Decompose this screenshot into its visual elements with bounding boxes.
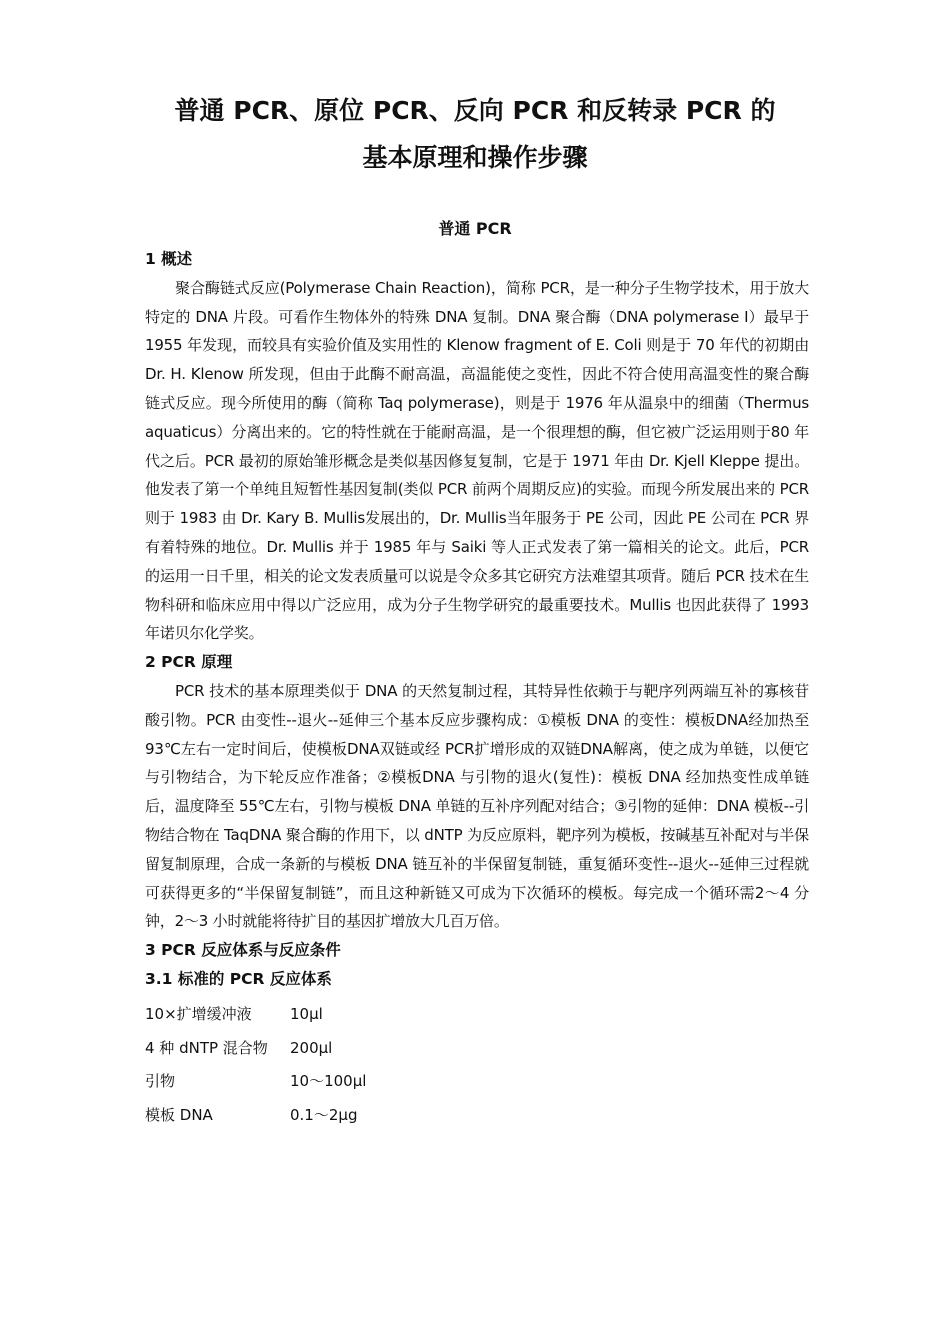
reagent-name: 4 种 dNTP 混合物 [145,1038,268,1057]
heading-principle: 2 PCR 原理 [145,653,233,672]
reagent-row [145,1065,809,1099]
reagent-amount: 200μl [290,1038,333,1057]
section-title: 普通 PCR [438,219,512,238]
reagent-row [145,1098,809,1132]
paragraph-principle: PCR 技术的基本原理类似于 DNA 的天然复制过程，其特异性依赖于与靶序列两端互补的寡核苷酸引物。PCR 由变性--退火--延伸三个基本反应步骤构成：①模板 DNA 的变性：模板DNA经加热至 93℃左右一定时间后，使模板DNA双链或经 PCR扩增形成的双链DNA解离，使之成为单链，以便它与引物结合，为下轮反应作准备；②模板DNA 与引物的退火(复性)：模板 DNA 经加热变性成单链后，温度降至 55℃左右，引物与模板 DNA 单链的互补序列配对结合；③引物的延伸：DNA 模板--引物结合物在 TaqDNA 聚合酶的作用下，以 dNTP 为反应原料，靶序列为模板，按碱基互补配对与半保留复制原理，合成一条新的与模板 DNA 链互补的半保留复制链，重复循环变性--退火--延伸三过程就可获得更多的“半保留复制链”，而且这种新链又可成为下次循环的模板。每完成一个循环需2～4 分钟，2～3 小时就能将待扩目的基因扩增放大几百万倍。 [145,681,809,931]
document-title-line1: 普通 PCR、原位 PCR、反向 PCR 和反转录 PCR 的 [174,96,776,125]
paragraph-overview: 聚合酶链式反应(Polymerase Chain Reaction)，简称 PCR，是一种分子生物学技术，用于放大特定的 DNA 片段。可看作生物体外的特殊 DNA 复制。DNA 聚合酶（DNA polymerase I）最早于 1955 年发现，而较具有实验价值及实用性的 Klenow fragment of E. Coli 则是于 70 年代的初期由 Dr. H. Klenow 所发现，但由于此酶不耐高温，高温能使之变性，因此不符合使用高温变性的聚合酶链式反应。现今所使用的酶（简称 Taq polymerase)，则是于 1976 年从温泉中的细菌（Thermus aquaticus）分离出来的。它的特性就在于能耐高温，是一个很理想的酶，但它被广泛运用则于80 年代之后。PCR 最初的原始雏形概念是类似基因修复复制，它是于 1971 年由 Dr. Kjell Kleppe 提出。他发表了第一个单纯且短暂性基因复制(类似 PCR 前两个周期反应)的实验。而现今所发展出来的 PCR 则于 1983 由 Dr. Kary B. Mullis发展出的，Dr. Mullis当年服务于 PE 公司，因此 PE 公司在 PCR 界有着特殊的地位。Dr. Mullis 并于 1985 年与 Saiki 等人正式发表了第一篇相关的论文。此后，PCR 的运用一日千里，相关的论文发表质量可以说是令众多其它研究方法难望其项背。随后 PCR 技术在生物科研和临床应用中得以广泛应用，成为分子生物学研究的最重要技术。Mullis 也因此获得了 1993 年诺贝尔化学奖。 [145,278,809,643]
document-title-line2: 基本原理和操作步骤 [362,143,588,172]
reagent-amount: 10μl [290,1005,323,1024]
reagent-name: 10×扩增缓冲液 [145,1005,252,1024]
reagent-row [145,998,809,1032]
heading-standard-system: 3.1 标准的 PCR 反应体系 [145,969,332,988]
heading-overview: 1 概述 [145,250,193,268]
reagent-row [145,1031,809,1065]
reagent-amount: 0.1～2μg [290,1105,358,1124]
heading-reaction-system: 3 PCR 反应体系与反应条件 [145,941,341,960]
document-body [145,245,809,1132]
reagent-amount: 10～100μl [290,1072,367,1091]
reagent-list [145,998,809,1132]
reagent-name: 引物 [145,1072,176,1091]
reagent-name: 模板 DNA [145,1105,213,1124]
